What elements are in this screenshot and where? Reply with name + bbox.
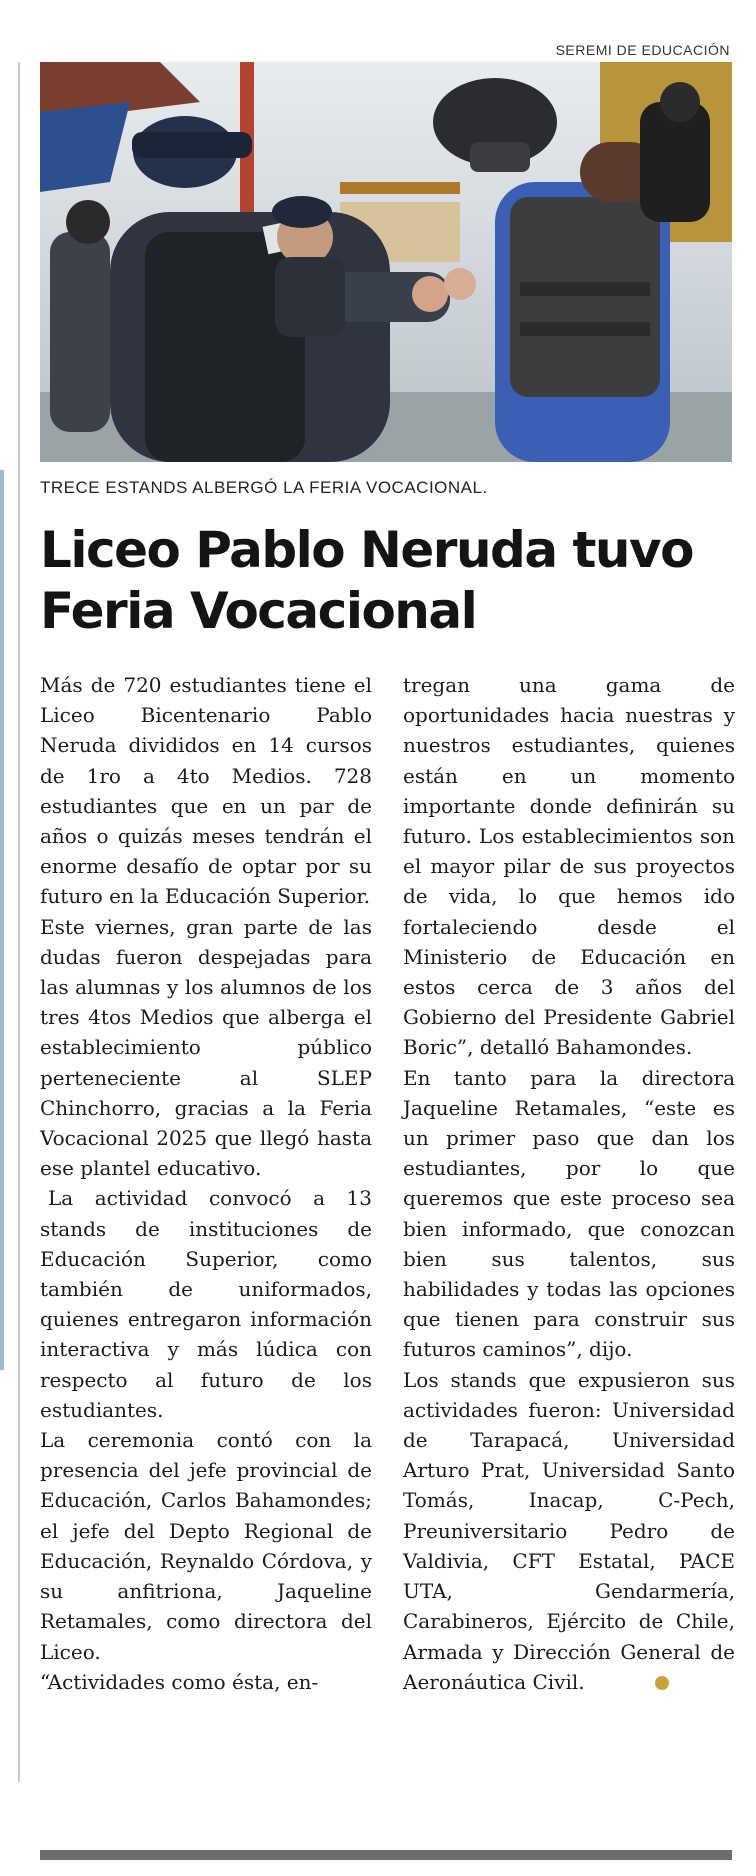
paragraph: “Actividades como ésta, en- bbox=[40, 1669, 319, 1694]
photo-caption: TRECE ESTANDS ALBERGÓ LA FERIA VOCACIONAL. bbox=[40, 478, 488, 497]
headline: Liceo Pablo Neruda tuvo Feria Vocacional bbox=[40, 521, 693, 640]
paragraph: Este viernes, gran parte de las dudas fueron despejadas para las alumnas y los alumnos de los tres 4tos Medios que alberga el establecimiento público perteneciente al SLEP Chinchorro, gracias a la Feria Vocacional 2025 que llegó hasta ese plantel educativo. bbox=[40, 914, 372, 1181]
paragraph-text: Los stands que expusieron sus actividades fueron: Universidad de Tarapacá, Universidad Arturo Prat, Universidad Santo Tomás, Inacap, C-Pech, Preuniversitario Pedro de Valdivia, CFT Estatal, PACE UTA, Gendarmería, Carabineros, Ejército de Chile, Armada y Dirección General de Aeronáutica Civil. bbox=[403, 1367, 735, 1694]
paragraph bbox=[403, 1365, 735, 1697]
paragraph: La ceremonia contó con la presencia del jefe provincial de Educación, Carlos Bahamondes; el jefe del Depto Regional de Educación, Reynaldo Córdova, y su anfitriona, Jaqueline Retamales, como directora del Liceo. bbox=[40, 1428, 372, 1664]
bottom-rule bbox=[40, 1850, 732, 1860]
end-of-article-icon bbox=[655, 1676, 669, 1690]
paragraph: Más de 720 estudiantes tiene el Liceo Bicentenario Pablo Neruda divididos en 14 cursos de 1ro a 4to Medios. 728 estudiantes que en un par de años o quizás meses tendrán el enorme desafío de optar por su futuro en la Educación Superior. bbox=[40, 673, 372, 909]
article-column-right bbox=[403, 670, 735, 1697]
paragraph: tregan una gama de oportunidades hacia nuestras y nuestros estudiantes, quienes están en un momento importante donde definirán su futuro. Los establecimientos son el mayor pilar de sus proyectos de vida, lo que hemos ido fortaleciendo desde el Ministerio de Educación en estos cerca de 3 años del Gobierno del Presidente Gabriel Boric”, detalló Bahamondes. bbox=[403, 673, 735, 1060]
photo-illustration bbox=[40, 62, 732, 462]
article-column-left bbox=[40, 670, 372, 1697]
left-column-rule bbox=[18, 62, 20, 1782]
paragraph: En tanto para la directora Jaqueline Retamales, “este es un primer paso que dan los estudiantes, por lo que queremos que este proceso sea bien informado, que conozcan bien sus talentos, sus habilidades y todas las opciones que tienen para construir sus futuros caminos”, dijo. bbox=[403, 1065, 735, 1362]
article-photo bbox=[40, 62, 732, 462]
section-label: SEREMI DE EDUCACIÓN bbox=[555, 42, 730, 58]
left-margin-mark bbox=[0, 470, 4, 1370]
paragraph: La actividad convocó a 13 stands de instituciones de Educación Superior, como también de uniformados, quienes entregaron información interactiva y más lúdica con respecto al futuro de los estudiantes. bbox=[40, 1186, 372, 1422]
